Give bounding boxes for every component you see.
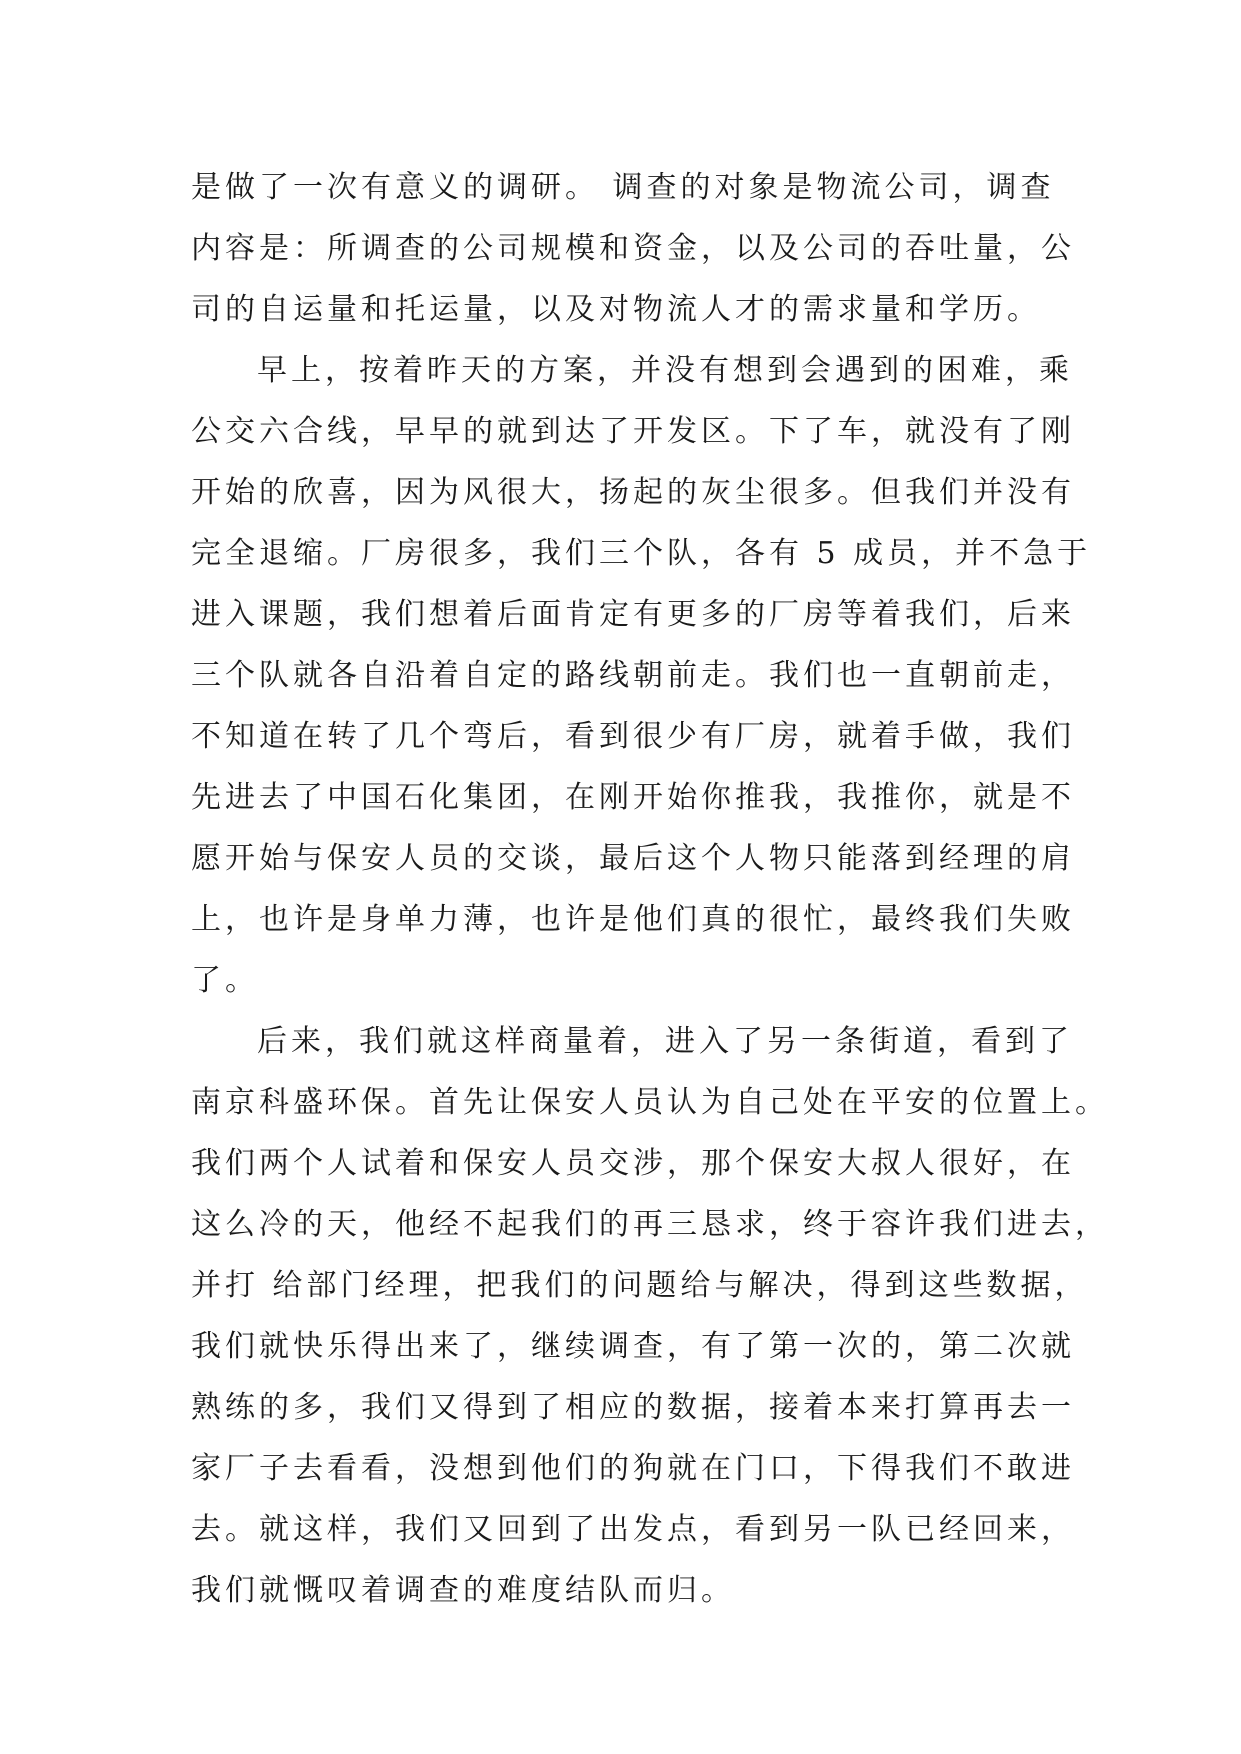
paragraph-1-line-1: 是做了一次有意义的调研。 调查的对象是物流公司，调查 bbox=[191, 170, 1055, 205]
paragraph-2-line-1: 早上，按着昨天的方案，并没有想到会遇到的困难，乘 bbox=[257, 353, 1073, 388]
paragraph-2-line-8: 先进去了中国石化集团，在刚开始你推我，我推你，就是不 bbox=[191, 780, 1075, 815]
paragraph-2-line-4: 完全退缩。厂房很多，我们三个队，各有 5 成员，并不急于 bbox=[191, 536, 1092, 571]
paragraph-2-line-9: 愿开始与保安人员的交谈，最后这个人物只能落到经理的肩 bbox=[191, 841, 1075, 876]
paragraph-3-line-1: 后来，我们就这样商量着，进入了另一条街道，看到了 bbox=[257, 1024, 1073, 1059]
paragraph-2-line-11: 了。 bbox=[191, 963, 259, 998]
paragraph-2-line-10: 上，也许是身单力薄，也许是他们真的很忙，最终我们失败 bbox=[191, 902, 1075, 937]
paragraph-2-line-7: 不知道在转了几个弯后，看到很少有厂房，就着手做，我们 bbox=[191, 719, 1075, 754]
paragraph-2-line-6: 三个队就各自沿着自定的路线朝前走。我们也一直朝前走， bbox=[191, 658, 1075, 693]
paragraph-3-line-8: 家厂子去看看，没想到他们的狗就在门口，下得我们不敢进 bbox=[191, 1451, 1075, 1486]
paragraph-1-line-2: 内容是：所调查的公司规模和资金，以及公司的吞吐量，公 bbox=[191, 231, 1075, 266]
paragraph-1-line-3: 司的自运量和托运量，以及对物流人才的需求量和学历。 bbox=[191, 292, 1041, 327]
paragraph-3-line-4: 这么冷的天，他经不起我们的再三恳求，终于容许我们进去， bbox=[191, 1207, 1109, 1242]
paragraph-2-line-2: 公交六合线，早早的就到达了开发区。下了车，就没有了刚 bbox=[191, 414, 1075, 449]
paragraph-3-line-9: 去。就这样，我们又回到了出发点，看到另一队已经回来， bbox=[191, 1512, 1075, 1547]
paragraph-3-line-10: 我们就慨叹着调查的难度结队而归。 bbox=[191, 1573, 735, 1608]
paragraph-3-line-5: 并打 给部门经理，把我们的问题给与解决，得到这些数据， bbox=[191, 1268, 1089, 1303]
paragraph-3-line-3: 我们两个人试着和保安人员交涉，那个保安大叔人很好，在 bbox=[191, 1146, 1075, 1181]
paragraph-2-line-3: 开始的欣喜，因为风很大，扬起的灰尘很多。但我们并没有 bbox=[191, 475, 1075, 510]
paragraph-2-line-5: 进入课题，我们想着后面肯定有更多的厂房等着我们，后来 bbox=[191, 597, 1075, 632]
paragraph-3-line-6: 我们就快乐得出来了，继续调查，有了第一次的，第二次就 bbox=[191, 1329, 1075, 1364]
paragraph-3-line-2: 南京科盛环保。首先让保安人员认为自己处在平安的位置上。 bbox=[191, 1085, 1109, 1120]
body-text bbox=[191, 157, 1109, 1621]
paragraph-3-line-7: 熟练的多，我们又得到了相应的数据，接着本来打算再去一 bbox=[191, 1390, 1075, 1425]
